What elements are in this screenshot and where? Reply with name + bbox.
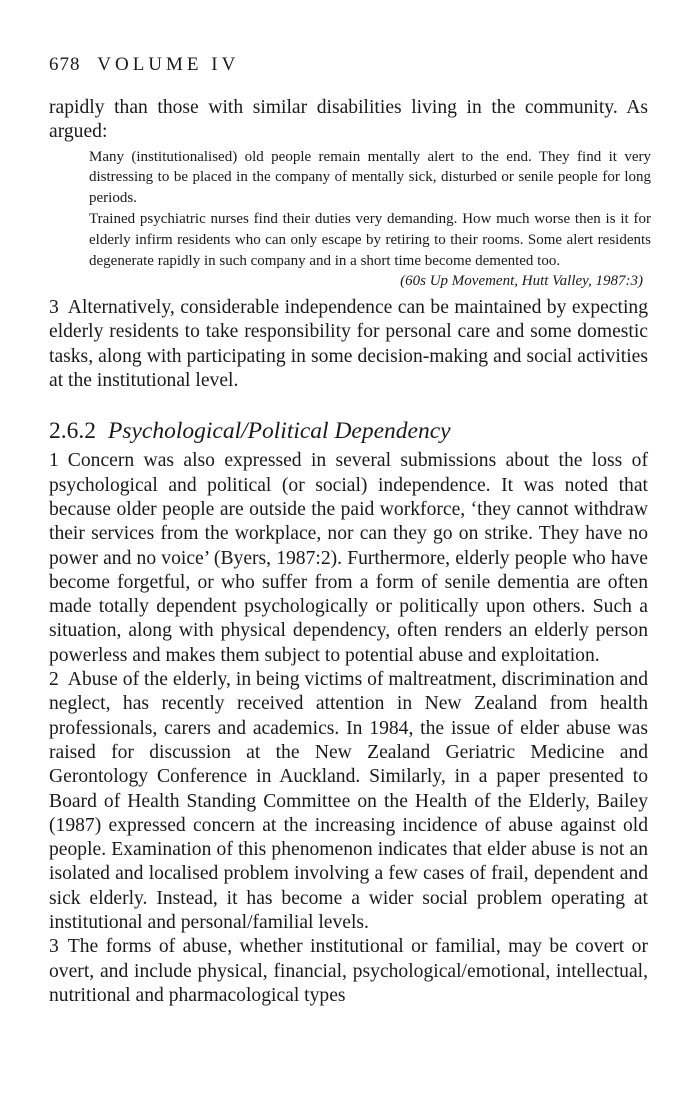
block-quote: [89, 147, 651, 293]
paragraph-text: Alternatively, considerable independence can be maintained by expecting elderly residents to take responsibility for personal care and some domestic tasks, along with participating in some decision-making and social activities at the institutional level.: [49, 297, 648, 392]
paragraph-text: Concern was also expressed in several submissions about the loss of psychological and political (or social) independence. It was noted that because older people are outside the paid workforce, ‘they cannot withdraw their services from the workplace, nor can they go on strike. They have no power and no voice’ (Byers, 1987:2). Furthermore, elderly people who have become forgetful, or who suffer from a form of senile dementia are often made totally dependent psychologically or politically upon others. Such a situation, along with physical dependency, often renders an elderly person powerless and makes them subject to potential abuse and exploitation.: [49, 450, 648, 666]
running-header: [49, 53, 648, 77]
section-title: Psychological/Political Dependency: [108, 418, 451, 445]
section-heading: [49, 416, 648, 446]
quote-citation: (60s Up Movement, Hutt Valley, 1987:3): [400, 273, 643, 290]
paragraph-number: 1: [49, 450, 59, 472]
quote-paragraph-1: Many (institutionalised) old people remain mentally alert to the end. They find it very distressing to be placed in the company of mentally sick, disturbed or senile people for long periods.: [89, 148, 651, 206]
paragraph-number: 3: [49, 936, 59, 958]
section-paragraph-1: [49, 449, 648, 668]
paragraph-text: The forms of abuse, whether institutional or familial, may be covert or overt, and include physical, financial, psychological/emotional, intellectual, nutritional and pharmacological types: [49, 936, 648, 1006]
paragraph-number: 2: [49, 669, 59, 691]
intro-paragraph: rapidly than those with similar disabilities living in the community. As argued:: [49, 97, 648, 143]
quote-paragraph-2: Trained psychiatric nurses find their duties very demanding. How much worse then is it for elderly infirm residents who can only escape by retiring to their rooms. Some alert residents degenerate rapidly in such company and in a short time become demented too.: [89, 211, 651, 269]
volume-title: VOLUME IV: [97, 54, 240, 75]
paragraph-number: 3: [49, 297, 59, 319]
section-paragraph-2: [49, 668, 648, 935]
paragraph-3: [49, 296, 648, 393]
section-number: 2.6.2: [49, 418, 96, 445]
paragraph-text: Abuse of the elderly, in being victims of maltreatment, discrimination and neglect, has recently received attention in New Zealand from health professionals, carers and academics. In 1984, the issue of elder abuse was raised for discussion at the New Zealand Geriatric Medicine and Gerontology Conference in Auckland. Similarly, in a paper presented to Board of Health Standing Committee on the Health of the Elderly, Bailey (1987) expressed concern at the increasing incidence of abuse against old people. Examination of this phenomenon indicates that elder abuse is not an isolated and localised problem involving a few cases of frail, dependent and sick elderly. Instead, it has become a wider social problem operating at institutional and personal/familial levels.: [49, 669, 648, 933]
section-paragraph-3: [49, 935, 648, 1008]
page-number: 678: [49, 54, 81, 75]
